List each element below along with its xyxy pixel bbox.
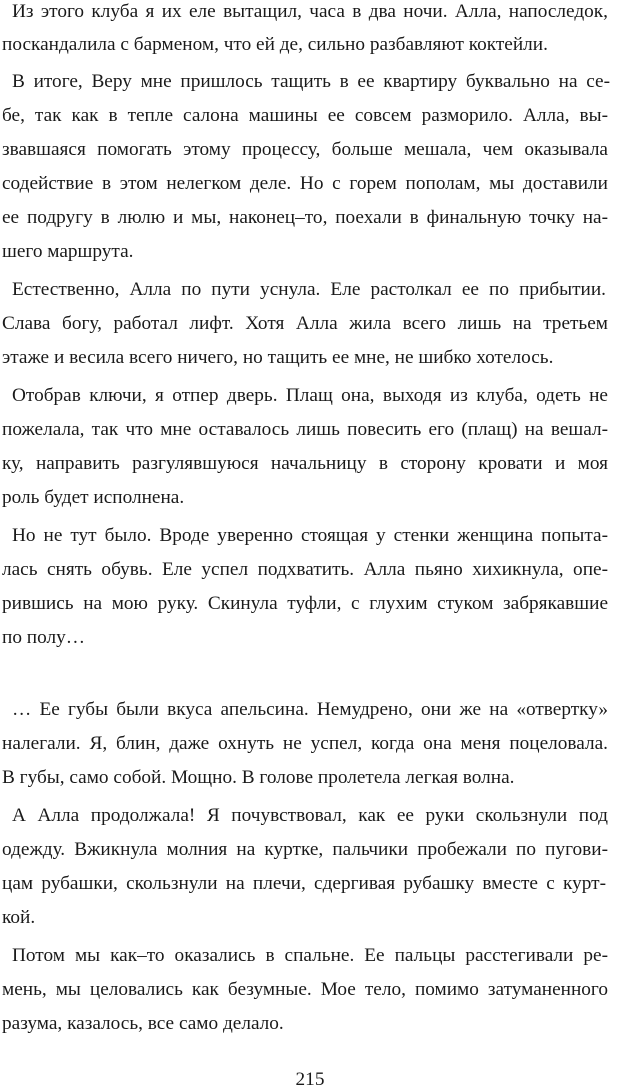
- text-line: роль будет исполнена.: [2, 487, 185, 508]
- text-line: Слава богу, работал лифт. Хотя Алла жила всего лишь на третьем: [2, 313, 608, 334]
- text-line: В итоге, Веру мне пришлось тащить в ее квартиру буквально на се-: [12, 71, 610, 92]
- text-line: пожелала, так что мне оставалось лишь повесить его (плащ) на вешал-: [2, 419, 608, 440]
- text-line: Но не тут было. Вроде уверенно стоящая у стенки женщина попыта-: [12, 525, 608, 546]
- text-line: ку, направить разгулявшуюся начальницу в сторону кровати и моя: [2, 453, 608, 474]
- text-line: цам рубашки, скользнули на плечи, сдергивая рубашку вместе с курт-: [2, 873, 606, 894]
- text-line: Из этого клуба я их еле вытащил, часа в два ночи. Алла, напоследок,: [12, 1, 608, 22]
- text-line: мень, мы целовались как безумные. Мое тело, помимо затуманенного: [2, 979, 608, 1000]
- page-number: 215: [295, 1069, 325, 1090]
- text-line: звавшаяся помогать этому процессу, больше мешала, чем оказывала: [2, 139, 608, 160]
- text-line: В губы, само собой. Мощно. В голове пролетела легкая волна.: [2, 767, 515, 788]
- text-line: кой.: [2, 907, 36, 928]
- text-line: одежду. Вжикнула молния на куртке, пальчики пробежали по пугови-: [2, 839, 608, 860]
- text-line: разума, казалось, все само делало.: [2, 1013, 284, 1034]
- text-line: шего маршрута.: [2, 241, 134, 262]
- text-line: А Алла продолжала! Я почувствовал, как ее руки скользнули под: [12, 805, 608, 826]
- text-line: ее подругу в люлю и мы, наконец–то, поехали в финальную точку на-: [2, 207, 608, 228]
- text-line: лась снять обувь. Еле успел подхватить. Алла пьяно хихикнула, опе-: [2, 559, 608, 580]
- text-line: Отобрав ключи, я отпер дверь. Плащ она, выходя из клуба, одеть не: [12, 385, 608, 406]
- text-line: по полу…: [2, 627, 86, 648]
- text-line: Естественно, Алла по пути уснула. Еле растолкал ее по прибытии.: [12, 279, 606, 300]
- text-line: бе, так как в тепле салона машины ее совсем разморило. Алла, вы-: [2, 105, 608, 126]
- text-line: содействие в этом нелегком деле. Но с горем пополам, мы доставили: [2, 173, 608, 194]
- text-line: поскандалила с барменом, что ей де, сильно разбавляют коктейли.: [2, 34, 548, 55]
- text-line: Потом мы как–то оказались в спальне. Ее пальцы расстегивали ре-: [12, 945, 608, 966]
- text-line: этаже и весила всего ничего, но тащить ее мне, не шибко хотелось.: [2, 347, 554, 368]
- text-line: … Ее губы были вкуса апельсина. Немудрено, они же на «отвертку»: [12, 699, 608, 720]
- text-line: налегали. Я, блин, даже охнуть не успел, когда она меня поцеловала.: [2, 733, 608, 754]
- text-line: рившись на мою руку. Скинула туфли, с глухим стуком забрякавшие: [2, 593, 608, 614]
